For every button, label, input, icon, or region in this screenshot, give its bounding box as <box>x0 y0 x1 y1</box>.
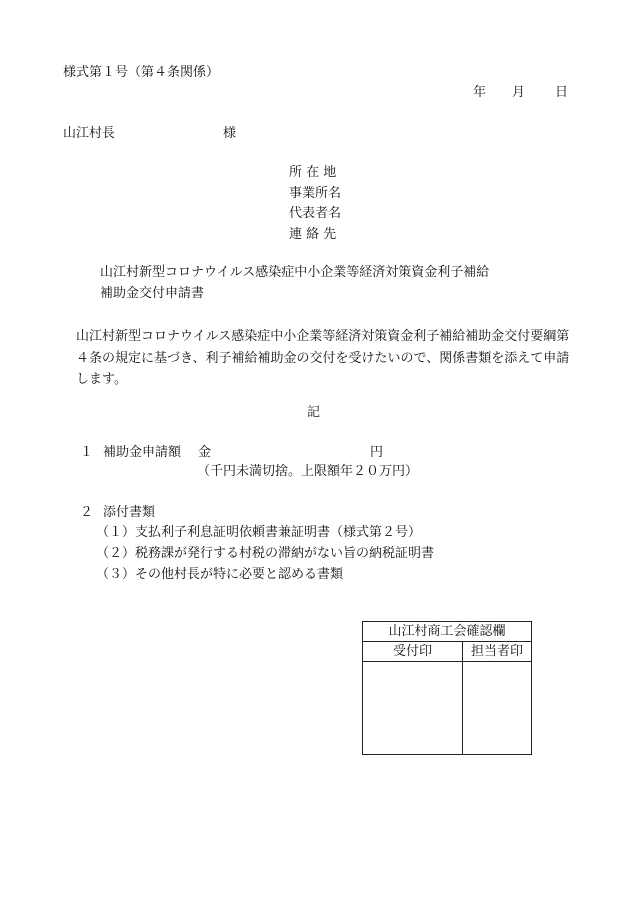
item-attachments <box>80 506 155 519</box>
date-line <box>473 86 568 99</box>
date-year: 年 <box>473 85 487 100</box>
attachment-list <box>96 526 434 589</box>
applicant-fields <box>289 166 341 248</box>
date-day: 日 <box>555 85 569 100</box>
item-application-amount <box>80 445 384 460</box>
item1-note: （千円未満切捨。上限額年２０万円） <box>197 464 419 479</box>
body-paragraph <box>62 326 582 391</box>
field-address: 所 在 地 <box>289 165 337 180</box>
addressee-honorific: 様 <box>223 126 237 141</box>
item1-prefix: 金 <box>198 445 212 460</box>
attachment-item: （２）税務課が発行する村税の滞納がない旨の納税証明書 <box>96 546 435 561</box>
reception-stamp-area[interactable] <box>363 662 462 754</box>
item2-label: 添付書類 <box>103 505 156 520</box>
confirmation-box-title: 山江村商工会確認欄 <box>363 622 531 642</box>
form-number: 様式第１号（第４条関係） <box>63 65 220 80</box>
item1-suffix: 円 <box>370 445 384 460</box>
item2-number: ２ <box>80 505 94 520</box>
document-subject <box>100 266 489 308</box>
body-text: 山江村新型コロナウイルス感染症中小企業等経済対策資金利子補給補助金交付要綱第４条の規定に基づき、利子補給補助金の交付を受けたいので、関係書類を添えて申請します。 <box>76 329 570 387</box>
subject-line-2: 補助金交付申請書 <box>100 286 205 301</box>
date-month: 月 <box>512 85 526 100</box>
subject-line-1: 山江村新型コロナウイルス感染症中小企業等経済対策資金利子補給 <box>100 265 490 280</box>
confirmation-box <box>362 621 532 755</box>
staff-stamp-header: 担当者印 <box>463 642 531 662</box>
staff-stamp-area[interactable] <box>463 662 531 754</box>
field-representative: 代表者名 <box>289 206 342 221</box>
reception-stamp-header: 受付印 <box>363 642 463 662</box>
attachment-item: （３）その他村長が特に必要と認める書類 <box>96 567 344 582</box>
addressee-name: 山江村長 <box>63 126 116 141</box>
field-business-name: 事業所名 <box>289 185 342 201</box>
item1-number: １ <box>80 445 94 460</box>
ki-heading: 記 <box>307 405 321 420</box>
attachment-item: （１）支払利子利息証明依頼書兼証明書（様式第２号） <box>96 525 422 540</box>
field-contact: 連 絡 先 <box>289 226 337 242</box>
addressee <box>63 126 237 141</box>
item1-label: 補助金申請額 <box>103 445 182 460</box>
